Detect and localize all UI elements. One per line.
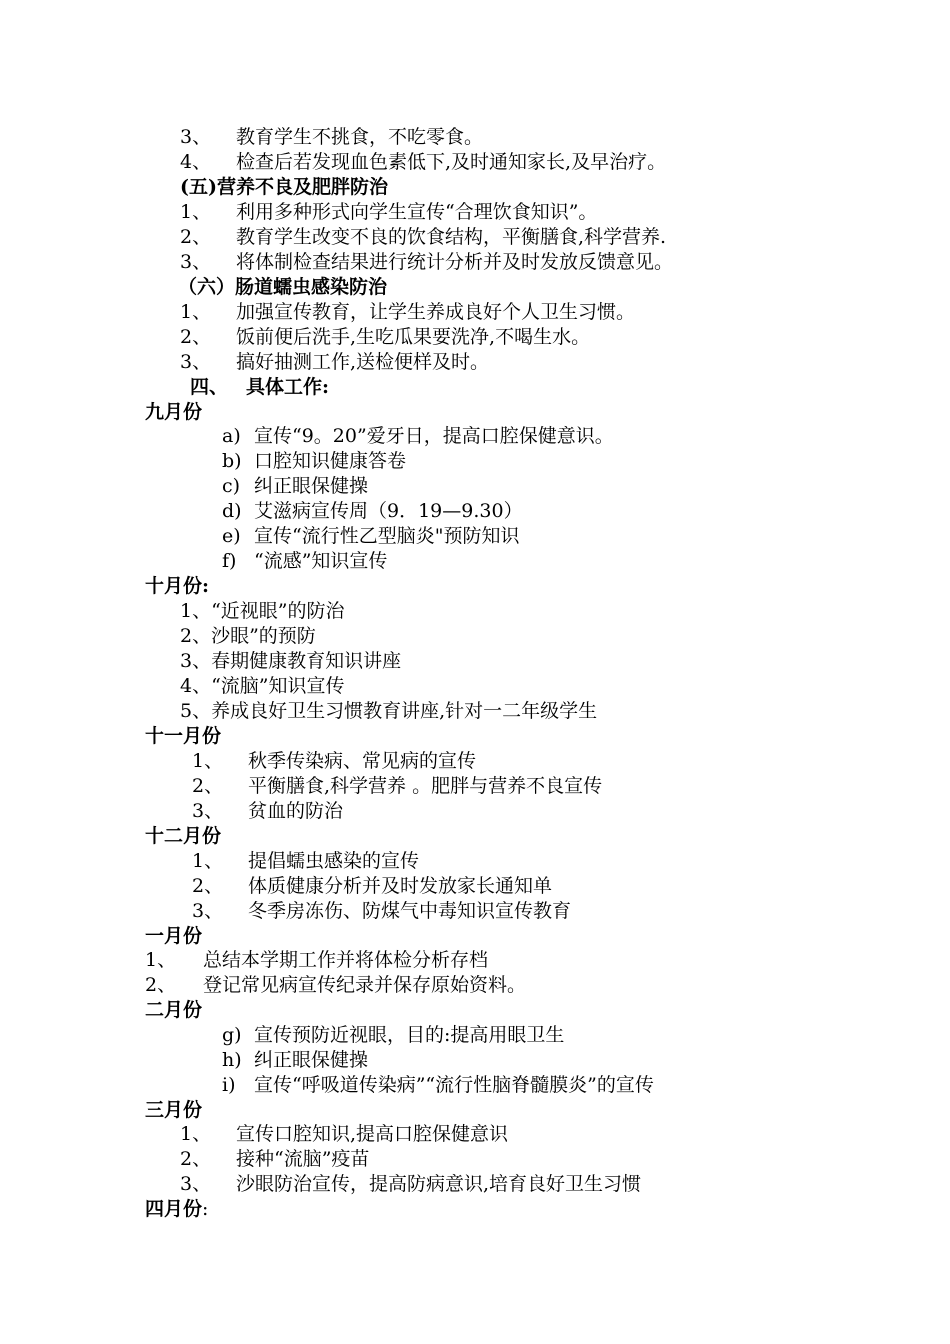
item-number: 4、 xyxy=(180,151,212,173)
month-heading-november: 十一月份 xyxy=(145,725,222,747)
list-item: 1、 秋季传染病、常见病的宣传 xyxy=(192,750,477,772)
list-item: f) “流感”知识宣传 xyxy=(222,550,388,572)
list-item: c) 纠正眼保健操 xyxy=(222,475,369,497)
list-item: 2、 平衡膳食,科学营养 。肥胖与营养不良宣传 xyxy=(192,775,603,797)
item-text: 教育学生不挑食，不吃零食。 xyxy=(236,126,484,148)
item-text: 检查后若发现血色素低下,及时通知家长,及早治疗。 xyxy=(236,151,667,173)
section-heading: 四、 具体工作: xyxy=(190,376,330,398)
section-heading: （六）肠道蠕虫感染防治 xyxy=(178,276,388,298)
list-item: 1、 加强宣传教育，让学生养成良好个人卫生习惯。 xyxy=(180,301,636,323)
list-item: 3、 搞好抽测工作,送检便样及时。 xyxy=(180,351,490,373)
month-heading-october: 十月份: xyxy=(145,575,210,597)
list-item: h) 纠正眼保健操 xyxy=(222,1049,369,1071)
list-item: 3、 冬季房冻伤、防煤气中毒知识宣传教育 xyxy=(192,900,572,922)
list-item: b) 口腔知识健康答卷 xyxy=(222,450,407,472)
list-item: i) 宣传“呼吸道传染病”“流行性脑脊髓膜炎”的宣传 xyxy=(222,1074,654,1096)
list-item: e) 宣传“流行性乙型脑炎"预防知识 xyxy=(222,525,520,547)
list-item: 3、春期健康教育知识讲座 xyxy=(180,650,402,672)
section-heading: (五)营养不良及肥胖防治 xyxy=(180,176,388,198)
month-heading-december: 十二月份 xyxy=(145,825,222,847)
list-item: 1、 总结本学期工作并将体检分析存档 xyxy=(145,949,489,971)
list-item: 2、 饭前便后洗手,生吃瓜果要洗净,不喝生水。 xyxy=(180,326,591,348)
month-heading-september: 九月份 xyxy=(145,401,203,423)
list-item: 2、沙眼”的预防 xyxy=(180,625,316,647)
item-number: 3、 xyxy=(180,126,212,148)
list-item: 1、 宣传口腔知识,提高口腔保健意识 xyxy=(180,1123,509,1145)
list-item: 5、养成良好卫生习惯教育讲座,针对一二年级学生 xyxy=(180,700,598,722)
list-item: g) 宣传预防近视眼，目的:提高用眼卫生 xyxy=(222,1024,565,1046)
list-item: 3、 贫血的防治 xyxy=(192,800,344,822)
month-heading-april: 四月份: xyxy=(145,1198,209,1220)
month-heading-february: 二月份 xyxy=(145,999,203,1021)
list-item: 2、 接种“流脑”疫苗 xyxy=(180,1148,370,1170)
month-heading-january: 一月份 xyxy=(145,925,203,947)
list-item: 2、 登记常见病宣传纪录并保存原始资料。 xyxy=(145,974,527,996)
list-item: d) 艾滋病宣传周（9．19—9.30） xyxy=(222,500,523,522)
list-item: 1、“近视眼”的防治 xyxy=(180,600,345,622)
list-item: 3、 将体制检查结果进行统计分析并及时发放反馈意见。 xyxy=(180,251,674,273)
list-item: 2、 体质健康分析并及时发放家长通知单 xyxy=(192,875,553,897)
list-item: 1、 利用多种形式向学生宣传“合理饮食知识”。 xyxy=(180,201,598,223)
list-item: 2、 教育学生改变不良的饮食结构，平衡膳食,科学营养. xyxy=(180,226,667,248)
list-item: a) 宣传“9。20”爱牙日，提高口腔保健意识。 xyxy=(222,425,614,447)
list-item: 3、 沙眼防治宣传，提高防病意识,培育良好卫生习惯 xyxy=(180,1173,642,1195)
list-item xyxy=(180,150,666,174)
list-item: 1、 提倡蠕虫感染的宣传 xyxy=(192,850,420,872)
month-heading-march: 三月份 xyxy=(145,1099,203,1121)
list-item: 4、“流脑”知识宣传 xyxy=(180,675,345,697)
list-item xyxy=(180,125,483,149)
